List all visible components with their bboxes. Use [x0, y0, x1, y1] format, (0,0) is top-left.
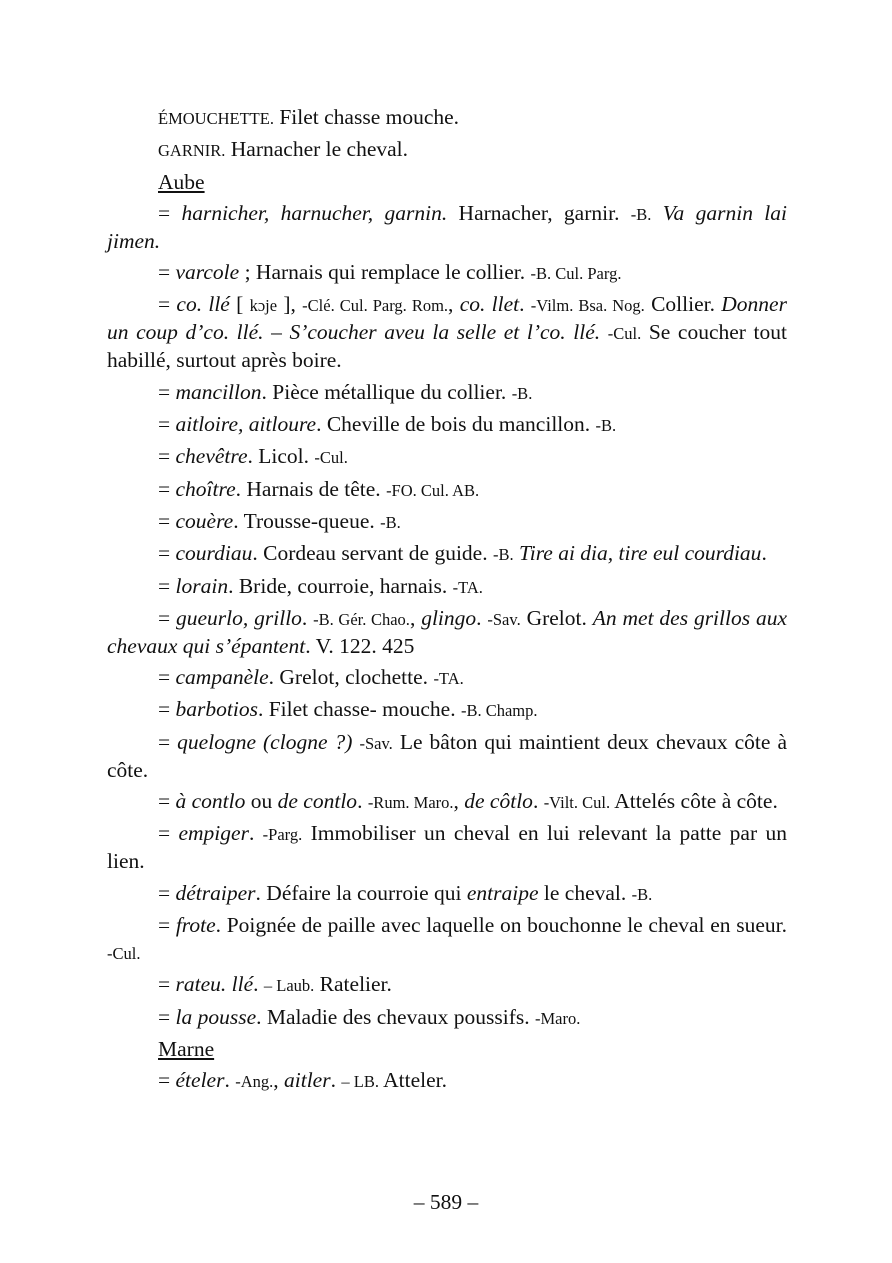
entry-text: ,: [273, 1068, 285, 1093]
entry-text: =: [158, 789, 176, 814]
glossary-entry: [107, 820, 787, 875]
dialect-term: de côtlo: [464, 789, 533, 814]
locality-abbrev: -B.: [595, 416, 617, 436]
locality-abbrev: GARNIR.: [158, 141, 226, 161]
locality-abbrev: -B.: [631, 884, 653, 904]
entry-text: . Licol.: [247, 444, 315, 469]
entry-text: =: [158, 729, 178, 754]
glossary-entry: [107, 729, 787, 784]
dialect-term: de contlo: [277, 789, 358, 814]
entry-text: [651, 201, 662, 225]
entry-text: le cheval.: [538, 880, 632, 905]
entry-text: .: [248, 821, 263, 846]
dialect-term: couère: [175, 508, 234, 533]
dialect-term: quelogne (clogne ?): [177, 729, 353, 754]
locality-abbrev: -Rum. Maro.: [367, 793, 454, 813]
locality-abbrev: -Vilm. Bsa. Nog.: [530, 296, 645, 316]
entry-text: =: [158, 605, 176, 630]
glossary-entry: [107, 912, 787, 967]
entry-text: . Cordeau servant de guide.: [252, 541, 493, 566]
locality-abbrev: -Parg.: [262, 825, 303, 845]
dialect-term: entraipe: [466, 880, 539, 905]
entry-text: .: [253, 972, 264, 997]
locality-abbrev: -B. Cul. Parg.: [530, 264, 622, 284]
locality-abbrev: -TA.: [452, 577, 483, 597]
glossary-entry: [107, 540, 787, 568]
entry-text: .: [330, 1068, 342, 1093]
dialect-term: ételer: [175, 1068, 225, 1093]
entry-text: .: [357, 789, 368, 814]
entry-text: =: [158, 541, 176, 566]
dialect-term: aitloire, aitloure: [175, 412, 317, 437]
entry-text: . Filet chasse- mouche.: [257, 697, 461, 722]
dialect-term: varcole: [175, 260, 240, 285]
entry-text: =: [158, 412, 176, 437]
entry-text: =: [158, 1004, 176, 1029]
dialect-term: gueurlo, grillo: [176, 605, 302, 630]
dialect-term: à contlo: [175, 789, 246, 814]
entry-text: =: [158, 573, 176, 598]
entry-text: Le bâton qui maintient deux chevaux côte à côte.: [107, 729, 787, 782]
glossary-entry: [107, 259, 787, 287]
entry-text: . Cheville de bois du mancillon.: [316, 412, 596, 437]
glossary-entry: [107, 1004, 787, 1032]
locality-abbrev: – LB.: [341, 1072, 379, 1092]
glossary-entry: [107, 971, 787, 999]
entry-text: . Trousse-queue.: [233, 508, 381, 533]
dialect-term: choître: [175, 476, 236, 501]
entry-text: . Harnais de tête.: [235, 476, 387, 501]
locality-abbrev: -Cul.: [107, 943, 141, 963]
entry-text: ,: [453, 789, 465, 814]
dialect-term: Donner un coup d’co. llé. – S’coucher aveu la selle et l’co. llé.: [107, 292, 787, 345]
entry-text: Aube: [158, 169, 205, 194]
locality-abbrev: -B.: [511, 383, 533, 403]
locality-abbrev: -B. Gér. Chao.: [313, 609, 410, 629]
entry-text: ,: [448, 292, 460, 317]
entry-text: =: [158, 508, 176, 533]
dialect-term: frote: [175, 912, 216, 937]
dialect-term: campanèle: [175, 665, 269, 690]
entry-text: . Poignée de paille avec laquelle on bouchonne le cheval en sueur.: [215, 912, 787, 937]
dialect-term: Va garnin lai jimen.: [107, 200, 787, 253]
entry-text: =: [158, 260, 176, 285]
entry-text: =: [158, 697, 176, 722]
dialect-term: co. llé: [176, 292, 230, 317]
section-heading: [107, 1036, 787, 1063]
glossary-entry: [107, 573, 787, 601]
entry-text: =: [158, 444, 176, 469]
entry-text: =: [158, 379, 176, 404]
dialect-term: courdiau: [175, 541, 253, 566]
glossary-entry: [107, 664, 787, 692]
entry-text: .: [532, 789, 544, 814]
glossary-entry: [107, 443, 787, 471]
locality-abbrev: -Clé. Cul. Parg. Rom.: [302, 296, 449, 316]
entry-text: Se coucher tout habillé, surtout après boire.: [107, 320, 788, 373]
glossary-entry: [107, 411, 787, 439]
entry-text: =: [158, 665, 176, 690]
entry-text: . Maladie des chevaux poussifs.: [256, 1004, 535, 1029]
dialect-term: co. llet: [459, 292, 520, 317]
page-body: [107, 104, 787, 1099]
locality-abbrev: -B.: [492, 545, 514, 565]
glossary-entry: [107, 379, 787, 407]
locality-abbrev: -Sav.: [487, 609, 521, 629]
dialect-term: mancillon: [175, 379, 262, 404]
glossary-entry: [107, 476, 787, 504]
entry-text: ,: [409, 605, 422, 630]
glossary-entry: [107, 136, 787, 164]
entry-text: Immobiliser un cheval en lui relevant la patte par un lien.: [107, 821, 787, 874]
entry-text: =: [158, 880, 176, 905]
entry-text: =: [158, 912, 176, 937]
section-heading: [107, 169, 787, 196]
locality-abbrev: -Maro.: [534, 1008, 581, 1028]
dialect-term: la pousse: [175, 1004, 257, 1029]
dialect-term: Tire ai dia, tire eul courdiau: [518, 541, 762, 566]
entry-text: =: [158, 476, 176, 501]
dialect-term: An met des grillos aux chevaux qui s’épantent: [107, 605, 788, 658]
entry-text: . Grelot, clochette.: [268, 665, 434, 690]
entry-text: Harnacher, garnir.: [447, 200, 631, 225]
locality-abbrev: ÉMOUCHETTE.: [158, 109, 274, 128]
dialect-term: empiger: [178, 821, 249, 846]
glossary-entry: [107, 104, 787, 132]
locality-abbrev: -Cul.: [607, 324, 642, 344]
entry-text: .: [224, 1068, 236, 1093]
dialect-term: aitler: [284, 1068, 331, 1093]
dialect-term: chevêtre: [175, 444, 248, 469]
glossary-entry: [107, 605, 787, 660]
glossary-entry: [107, 200, 787, 255]
locality-abbrev: -B.: [630, 204, 652, 224]
entry-text: =: [158, 292, 177, 317]
entry-text: Grelot.: [520, 605, 593, 630]
entry-text: Collier.: [644, 292, 722, 317]
dialect-term: détraiper: [175, 880, 256, 905]
entry-text: Marne: [158, 1036, 215, 1061]
dialect-term: glingo: [421, 605, 477, 630]
locality-abbrev: -Vilt. Cul.: [543, 793, 611, 813]
entry-text: .: [761, 541, 767, 566]
glossary-entry: [107, 1067, 787, 1095]
glossary-entry: [107, 508, 787, 536]
glossary-entry: [107, 880, 787, 908]
dialect-term: lorain: [175, 573, 229, 598]
glossary-entry: [107, 788, 787, 816]
entry-text: .: [519, 292, 531, 317]
entry-text: . Défaire la courroie qui: [255, 880, 467, 905]
entry-text: Ratelier.: [314, 972, 392, 997]
entry-text: ; Harnais qui remplace le collier.: [239, 260, 531, 285]
entry-text: ],: [277, 292, 303, 317]
entry-text: =: [158, 200, 182, 225]
entry-text: Attelés côte à côte.: [610, 789, 778, 814]
locality-abbrev: -Ang.: [235, 1072, 274, 1092]
locality-abbrev: – Laub.: [263, 976, 315, 996]
entry-text: .: [476, 605, 488, 630]
locality-abbrev: -B.: [380, 512, 401, 532]
locality-abbrev: -FO. Cul. AB.: [386, 480, 480, 500]
locality-abbrev: kɔje: [249, 296, 278, 316]
entry-text: . Bride, courroie, harnais.: [228, 573, 453, 598]
dialect-term: barbotios: [175, 697, 258, 722]
entry-text: Atteler.: [378, 1068, 448, 1093]
dialect-term: rateu. llé: [175, 972, 254, 997]
locality-abbrev: -Cul.: [314, 448, 348, 468]
entry-text: =: [158, 821, 179, 846]
locality-abbrev: -Sav.: [359, 733, 393, 753]
entry-text: .: [301, 605, 314, 630]
dialect-term: harnicher, harnucher, garnin.: [181, 200, 448, 225]
entry-text: Filet chasse mouche.: [273, 105, 460, 129]
locality-abbrev: -TA.: [433, 669, 464, 689]
entry-text: =: [158, 1068, 176, 1093]
glossary-entry: [107, 291, 787, 374]
locality-abbrev: -B. Champ.: [460, 701, 538, 721]
entry-text: =: [158, 972, 176, 997]
page-number: – 589 –: [413, 1190, 479, 1214]
entry-text: ou: [245, 789, 278, 814]
glossary-entry: [107, 696, 787, 724]
entry-text: Harnacher le cheval.: [225, 137, 409, 162]
entry-text: [: [229, 292, 250, 317]
entry-text: . V. 122. 425: [305, 633, 415, 658]
entry-text: . Pièce métallique du collier.: [261, 379, 512, 404]
entry-text: [600, 320, 608, 344]
